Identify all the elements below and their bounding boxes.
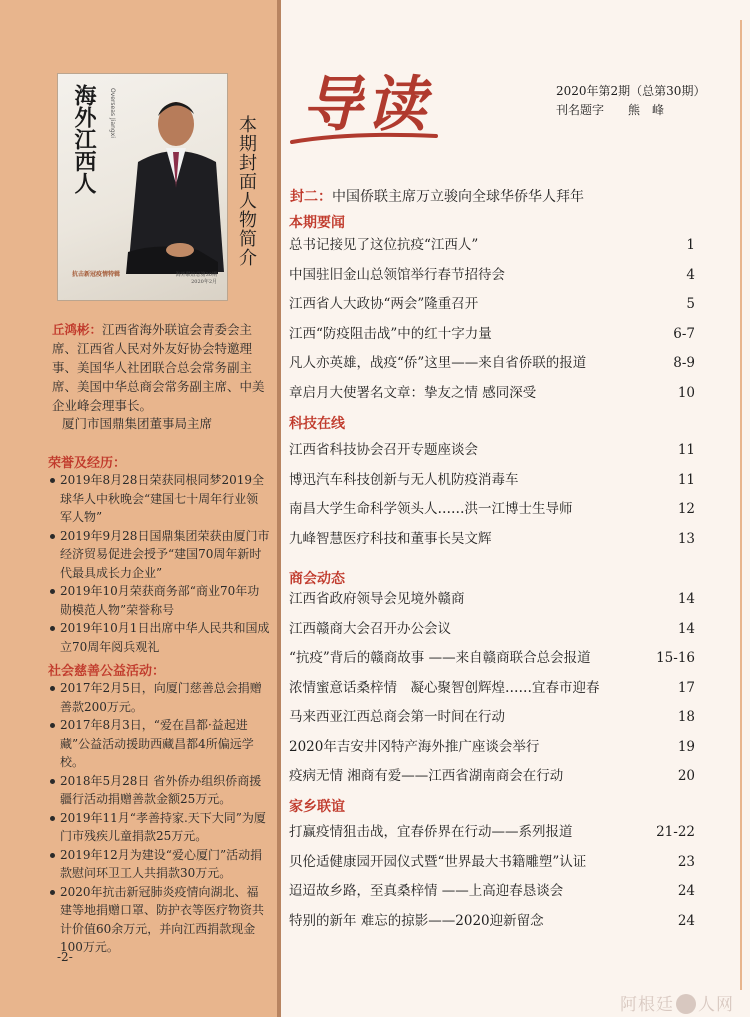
cover-image	[57, 73, 228, 301]
toc-entry[interactable]	[289, 818, 695, 848]
toc-entry[interactable]	[289, 231, 695, 261]
toc-entry[interactable]	[289, 644, 695, 674]
toc-entry[interactable]	[289, 615, 695, 645]
toc-entry[interactable]	[289, 320, 695, 350]
toc-entry[interactable]	[289, 466, 695, 496]
toc-entry-page: 5	[686, 296, 695, 312]
toc-entry-title: 江西省人大政协“两会”隆重召开	[289, 296, 479, 312]
toc-entry-title: 凡人亦英雄，战疫“侨”这里——来自省侨联的报道	[289, 355, 587, 371]
bio-organization: 厦门市国鼎集团董事局主席	[62, 416, 213, 431]
toc-section-title: 家乡联谊	[289, 799, 345, 815]
cover-person-heading: 本期封面人物简介	[236, 115, 257, 267]
toc-entry-page: 10	[677, 384, 695, 401]
toc-entry-page: 1	[686, 237, 695, 253]
toc-entry-title: 2020年吉安井冈特产海外推广座谈会举行	[289, 738, 540, 755]
cover-english-title: Overseas Jiangxi	[109, 88, 116, 138]
feng-er-tag: 封二：	[290, 189, 332, 205]
toc-entry-title: “抗疫”背后的赣商故事 ——来自赣商联合总会报道	[289, 650, 591, 666]
toc-entry-title: 江西赣商大会召开办公会议	[289, 620, 451, 637]
watermark-right: 人网	[698, 995, 734, 1015]
cover-calligraphy: 海外江西人	[71, 84, 97, 194]
toc-list	[289, 585, 695, 792]
toc-section-title: 商会动态	[289, 571, 345, 587]
toc-entry-page: 6-7	[673, 325, 695, 342]
toc-list	[289, 231, 695, 408]
watermark	[620, 990, 734, 1015]
toc-entry-page: 12	[677, 501, 695, 517]
list-item: 2019年9月28日国鼎集团荣获由厦门市经济贸易促进会授予“建国70周年新时代最具成长力企业”	[48, 527, 270, 583]
toc-entry-page: 23	[677, 853, 695, 870]
toc-entry-page: 14	[677, 591, 695, 607]
toc-entry-page: 21-22	[656, 824, 695, 840]
cover-issue-line1: 海外联谊总第30期	[175, 272, 217, 278]
toc-entry-title: 浓情蜜意话桑梓情 凝心聚智创辉煌……宜春市迎春	[289, 679, 600, 696]
toc-entry-title: 南昌大学生命科学领头人……洪一江博士生导师	[289, 501, 573, 517]
toc-entry-page: 24	[677, 883, 695, 899]
toc-entry[interactable]	[289, 848, 695, 878]
toc-entry[interactable]	[289, 733, 695, 763]
toc-entry-title: 疫病无情 湘商有爱——江西省湖南商会在行动	[289, 768, 564, 784]
toc-entry[interactable]	[289, 585, 695, 615]
panel-divider	[277, 0, 281, 1017]
list-item: 2019年10月荣获商务部“商业70年功勋模范人物”荣誉称号	[48, 582, 270, 619]
toc-entry[interactable]	[289, 525, 695, 555]
list-item: 2019年10月1日出席中华人民共和国成立70周年阅兵观礼	[48, 619, 270, 656]
toc-entry-title: 江西“防疫阻击战”中的红十字力量	[289, 325, 492, 342]
toc-entry[interactable]	[289, 290, 695, 320]
toc-entry-page: 14	[677, 620, 695, 637]
bio-text: 江西省海外联谊会青委会主席、江西省人民对外友好协会特邀理事、美国华人社团联合总会常务副主席、美国中华总商会常务副主席、中美企业峰会理事长。	[52, 322, 265, 413]
list-item: 2017年2月5日，向厦门慈善总会捐赠善款200万元。	[48, 679, 270, 716]
toc-entry-title: 打赢疫情狙击战，宜春侨界在行动——系列报道	[289, 824, 573, 840]
toc-entry[interactable]	[289, 261, 695, 291]
list-item: 2020年抗击新冠肺炎疫情向湖北、福建等地捐赠口罩、防护衣等医疗物资共计价值60余万元，并向江西捐款现金100万元。	[48, 883, 270, 957]
toc-section-title: 本期要闻	[289, 215, 345, 231]
toc-entry-title: 特别的新年 难忘的掠影——2020迎新留念	[289, 912, 544, 929]
toc-entry-page: 17	[677, 679, 695, 696]
feng-er-text: 中国侨联主席万立骏向全球华侨华人拜年	[332, 189, 584, 205]
honors-heading: 荣誉及经历：	[48, 456, 127, 471]
toc-entry-title: 九峰智慧医疗科技和董事长吴文辉	[289, 530, 492, 547]
toc-entry[interactable]	[289, 349, 695, 379]
masthead-title: 导读	[302, 70, 430, 140]
cover-slogan: 抗击新冠疫情特辑	[72, 271, 121, 278]
toc-entry-page: 15-16	[656, 650, 695, 666]
watermark-left: 阿根廷	[620, 995, 674, 1015]
toc-entry[interactable]	[289, 674, 695, 704]
toc-entry-page: 24	[677, 912, 695, 929]
toc-entry-page: 11	[677, 471, 695, 488]
list-item: 2019年11月“孝善持家.天下大同”为厦门市残疾儿童捐款25万元。	[48, 809, 270, 846]
bio-paragraph	[52, 320, 268, 415]
list-item: 2018年5月28日 省外侨办组织侨商援疆行活动捐赠善款金额25万元。	[48, 772, 270, 809]
toc-entry-page: 8-9	[673, 355, 695, 371]
list-item: 2019年12月为建设“爱心厦门”活动捐款慰问环卫工人共捐款30万元。	[48, 846, 270, 883]
toc-entry[interactable]	[289, 436, 695, 466]
toc-entry-page: 4	[686, 266, 695, 283]
toc-entry[interactable]	[289, 877, 695, 907]
toc-entry-title: 章启月大使署名文章：挚友之情 感同深受	[289, 384, 537, 401]
toc-entry-page: 20	[677, 768, 695, 784]
toc-entry[interactable]	[289, 907, 695, 937]
toc-entry-title: 博迅汽车科技创新与无人机防疫消毒车	[289, 471, 519, 488]
toc-list	[289, 818, 695, 936]
toc-entry-page: 18	[677, 709, 695, 725]
toc-entry-page: 19	[677, 738, 695, 755]
bio-name: 丘鸿彬：	[52, 322, 103, 337]
toc-entry-title: 迢迢故乡路，至真桑梓情 ——上高迎春恳谈会	[289, 883, 564, 899]
toc-entry-title: 江西省科技协会召开专题座谈会	[289, 442, 478, 458]
list-item: 2017年8月3日，“爱在昌都·益起进藏”公益活动援助西藏昌都4所偏远学校。	[48, 716, 270, 772]
charity-list	[48, 679, 270, 957]
toc-entry-title: 总书记接见了这位抗疫“江西人”	[289, 237, 479, 253]
charity-heading: 社会慈善公益活动：	[48, 664, 166, 679]
cover-person-photo	[118, 92, 226, 301]
toc-entry[interactable]	[289, 703, 695, 733]
feng-er-line	[290, 186, 584, 206]
title-credit: 刊名题字 熊 峰	[556, 103, 665, 117]
issue-info	[556, 82, 705, 120]
toc-entry-page: 11	[677, 442, 695, 458]
toc-entry-title: 中国驻旧金山总领馆举行春节招待会	[289, 266, 505, 283]
toc-entry-title: 马来西亚江西总商会第一时间在行动	[289, 709, 505, 725]
toc-entry-page: 13	[677, 530, 695, 547]
page-number: -2-	[57, 950, 73, 964]
watermark-logo-icon	[676, 994, 696, 1014]
issue-number: 2020年第2期（总第30期）	[556, 84, 706, 98]
toc-entry-title: 江西省政府领导会见境外赣商	[289, 591, 465, 607]
toc-entry-title: 贝伦适健康园开园仪式暨“世界最大书籍雕塑”认证	[289, 853, 587, 870]
honors-list	[48, 471, 270, 656]
toc-list	[289, 436, 695, 554]
brush-stroke	[290, 130, 440, 146]
toc-section-title: 科技在线	[289, 416, 345, 432]
cover-issue-label	[176, 272, 217, 286]
toc-entry[interactable]	[289, 762, 695, 792]
toc-entry[interactable]	[289, 379, 695, 409]
cover-issue-line2: 2020年2月	[191, 279, 217, 285]
toc-entry[interactable]	[289, 495, 695, 525]
list-item: 2019年8月28日荣获同根同梦2019全球华人中秋晚会“建国七十周年行业领军人物”	[48, 471, 270, 527]
right-border-line	[740, 20, 742, 990]
